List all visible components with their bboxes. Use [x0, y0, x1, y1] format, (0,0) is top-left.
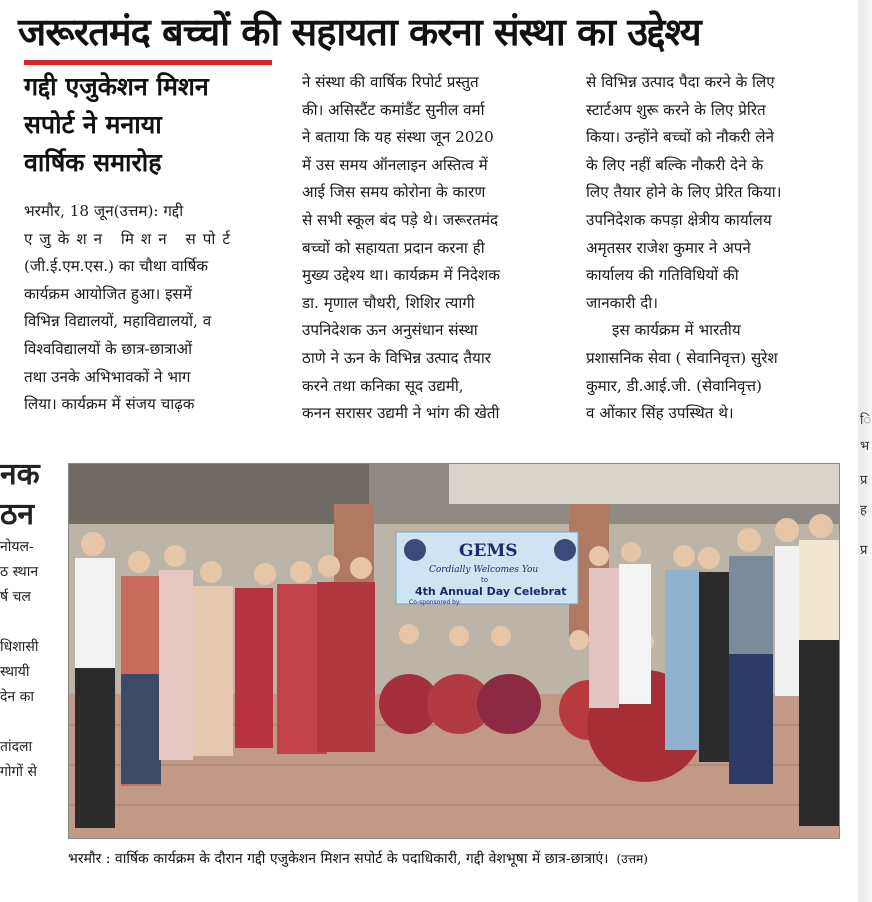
photo-caption [68, 849, 844, 868]
news-photo [68, 463, 840, 839]
text-line: ने संस्था की वार्षिक रिपोर्ट प्रस्तुत [302, 73, 479, 91]
text-line: कार्यालय की गतिविधियों की [586, 266, 739, 285]
text-line: अमृतसर राजेश कुमार ने अपने [586, 238, 751, 257]
fragment-line: र्ष चल [0, 589, 31, 605]
fragment-line: नोयल- [0, 539, 34, 555]
subheadline-line: सपोर्ट ने मनाया [24, 110, 162, 139]
article-column-1 [24, 198, 274, 419]
fragment-line: गोगों से [0, 764, 37, 780]
fragment-line [0, 610, 58, 635]
text-line: (जी.ई.एम.एस.) का चौथा वार्षिक [24, 257, 209, 276]
text-line: में उस समय ऑनलाइन अस्तित्व में [302, 155, 488, 174]
fragment-line: तांदला [0, 739, 33, 755]
edge-glyph: ह [860, 503, 867, 518]
text-line: करने तथा कनिका सूद उद्यमी, [302, 376, 464, 395]
text-line: मुख्य उद्देश्य था। कार्यक्रम में निदेशक [302, 266, 500, 285]
banner-logo-text: GEMS [459, 541, 518, 561]
text-line: लिया। कार्यक्रम में संजय चाढ़क [24, 395, 195, 414]
text-line: बच्चों को सहायता प्रदान करना ही [302, 238, 485, 257]
text-line: ने बताया कि यह संस्था जून 2020 [302, 128, 494, 147]
text-line: कार्यक्रम आयोजित हुआ। इसमें [24, 284, 192, 303]
text-line: विश्वविद्यालयों के छात्र-छात्राओं [24, 339, 193, 358]
article-column-2 [302, 69, 558, 428]
page-edge-fragment [858, 0, 872, 902]
text-line: कुमार, डी.आई.जी. (सेवानिवृत्त) [586, 376, 762, 395]
banner-to: to [481, 576, 489, 584]
text-line: प्रशासनिक सेवा ( सेवानिवृत्त) सुरेश [586, 348, 778, 367]
fragment-heading: ठन [0, 497, 35, 532]
text-line: की। असिस्टैंट कमांडैंट सुनील वर्मा [302, 100, 485, 119]
edge-glyph: भ [860, 439, 870, 454]
banner-event: 4th Annual Day Celebrat [415, 585, 567, 598]
article-column-3 [586, 69, 844, 428]
caption-text: भरमौर : वार्षिक कार्यक्रम के दौरान गद्दी एजुकेशन मिशन सपोर्ट के पदाधिकारी, गद्दी वेशभूषा में छात्र-छात्राएं। [68, 851, 609, 867]
edge-glyph: ि [860, 413, 872, 428]
fragment-line: ठ स्थान [0, 564, 39, 580]
edge-glyph: प्र [860, 543, 868, 558]
text-line: से विभिन्न उत्पाद पैदा करने के लिए [586, 73, 775, 91]
text-line: उपनिदेशक ऊन अनुसंधान संस्था [302, 321, 478, 340]
text-line: से सभी स्कूल बंद पड़े थे। जरूरतमंद [302, 210, 499, 229]
text-line: के लिए नहीं बल्कि नौकरी देने के [586, 155, 764, 174]
group-photo-illustration [69, 464, 839, 838]
text-line: जानकारी दी। [586, 293, 658, 312]
text-line: स्टार्टअप शुरू करने के लिए प्रेरित [586, 100, 766, 119]
fragment-heading: नक [0, 457, 40, 492]
text-line: एजुकेशन मिशन सपोर्ट [24, 229, 237, 248]
fragment-line: धिशासी [0, 639, 39, 655]
fragment-line: स्थायी [0, 664, 30, 680]
text-line: डा. मृणाल चौधरी, शिशिर त्यागी [302, 293, 475, 312]
text-line: इस कार्यक्रम में भारतीय [612, 321, 741, 340]
text-line: आई जिस समय कोरोना के कारण [302, 183, 486, 202]
text-line: ठाणे ने ऊन के विभिन्न उत्पाद तैयार [302, 348, 491, 367]
text-line: कनन सरासर उद्यमी ने भांग की खेती [302, 404, 500, 423]
banner-welcome: Cordially Welcomes You [429, 565, 539, 575]
fragment-line [0, 710, 58, 735]
text-line: उपनिदेशक कपड़ा क्षेत्रीय कार्यालय [586, 210, 772, 229]
subheadline [24, 68, 274, 182]
caption-credit: (उत्तम) [616, 852, 648, 866]
headline: जरूरतमंद बच्चों की सहायता करना संस्था का उद्देश्य [18, 10, 701, 54]
adjacent-article-fragment [0, 455, 58, 835]
edge-glyph: प्र [860, 473, 868, 488]
text-line: किया। उन्होंने बच्चों को नौकरी लेने [586, 128, 774, 147]
text-line: तथा उनके अभिभावकों ने भाग [24, 367, 191, 386]
text-line: व ओंकार सिंह उपस्थित थे। [586, 404, 734, 423]
banner-sponsor: Co-sponsored by: [409, 599, 462, 606]
subheadline-line: वार्षिक समारोह [24, 148, 162, 177]
text-line: लिए तैयार होने के लिए प्रेरित किया। [586, 183, 782, 202]
text-line: विभिन्न विद्यालयों, महाविद्यालयों, व [24, 312, 212, 331]
text-line: भरमौर, 18 जून(उत्तम): गद्दी [24, 202, 184, 220]
subheadline-line: गद्दी एजुकेशन मिशन [24, 72, 209, 101]
fragment-line: देन का [0, 689, 35, 705]
red-divider [24, 60, 272, 65]
